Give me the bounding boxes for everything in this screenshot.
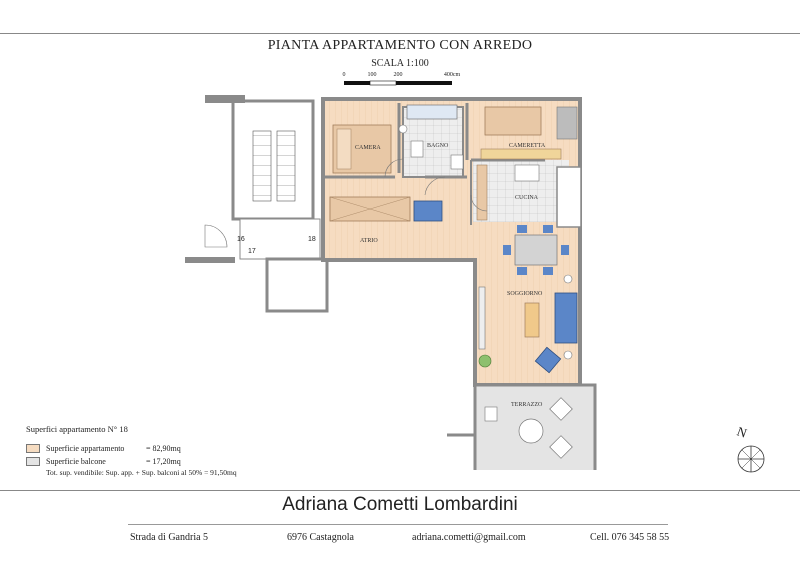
footer-city: 6976 Castagnola xyxy=(287,532,354,543)
legend-total: Tot. sup. vendibile: Sup. app. + Sup. balconi al 50% = 91,50mq xyxy=(46,468,237,477)
single-bed xyxy=(485,107,541,135)
legend-label: Superficie appartamento xyxy=(46,444,125,453)
room-label-terrazzo: TERRAZZO xyxy=(511,402,543,408)
legend-title: Superfici appartamento N° 18 xyxy=(26,424,128,434)
room-label-bagno: BAGNO xyxy=(427,143,449,149)
shaft xyxy=(267,259,327,311)
footer-email[interactable]: adriana.cometti@gmail.com xyxy=(412,532,526,543)
legend-value: = 82,90mq xyxy=(146,444,181,453)
legend-value: = 17,20mq xyxy=(146,457,181,466)
scale-tick-400: 400cm xyxy=(443,72,461,78)
number-18: 18 xyxy=(308,236,316,243)
balcony-swatch xyxy=(26,457,40,466)
bottom-rule xyxy=(0,490,800,491)
sofa xyxy=(555,293,577,343)
architect-name: Adriana Cometti Lombardini xyxy=(282,494,518,515)
top-rule xyxy=(0,33,800,34)
scale-tick-0: 0 xyxy=(342,72,346,78)
number-17: 17 xyxy=(248,248,256,255)
stairwell xyxy=(233,101,313,219)
bathtub xyxy=(407,105,457,119)
floor-plan xyxy=(185,85,605,470)
plant-icon xyxy=(479,355,491,367)
scale-tick-100: 100 xyxy=(367,72,377,78)
number-16: 16 xyxy=(237,236,245,243)
footer-rule xyxy=(128,524,668,525)
room-label-cameretta: CAMERETTA xyxy=(509,143,546,149)
scale-tick-200: 200 xyxy=(393,72,403,78)
room-label-cucina: CUCINA xyxy=(515,195,539,201)
coffee-table xyxy=(525,303,539,337)
room-label-atrio: ATRIO xyxy=(360,238,378,244)
room-label-soggiorno: SOGGIORNO xyxy=(507,291,543,297)
scale-label: SCALA 1:100 xyxy=(371,58,429,69)
kitchen-counter xyxy=(477,165,487,220)
legend-row-balcony xyxy=(26,455,237,468)
storage-cabinet xyxy=(414,201,442,221)
legend-label: Superficie balcone xyxy=(46,457,106,466)
footer-address: Strada di Gandria 5 xyxy=(130,532,209,543)
area-legend xyxy=(26,424,237,477)
terrace-table xyxy=(519,419,543,443)
north-compass xyxy=(733,425,773,480)
plan-title: PIANTA APPARTAMENTO CON ARREDO xyxy=(267,38,533,53)
floor-plan-drawing xyxy=(185,85,605,470)
dining-table xyxy=(515,235,557,265)
desk xyxy=(481,149,561,159)
compass-icon xyxy=(733,425,773,475)
legend-row-apartment xyxy=(26,442,237,455)
compass-north-label: N xyxy=(734,425,749,441)
room-label-camera: CAMERA xyxy=(355,145,381,151)
apartment-swatch xyxy=(26,444,40,453)
footer-phone: Cell. 076 345 58 55 xyxy=(590,532,670,543)
